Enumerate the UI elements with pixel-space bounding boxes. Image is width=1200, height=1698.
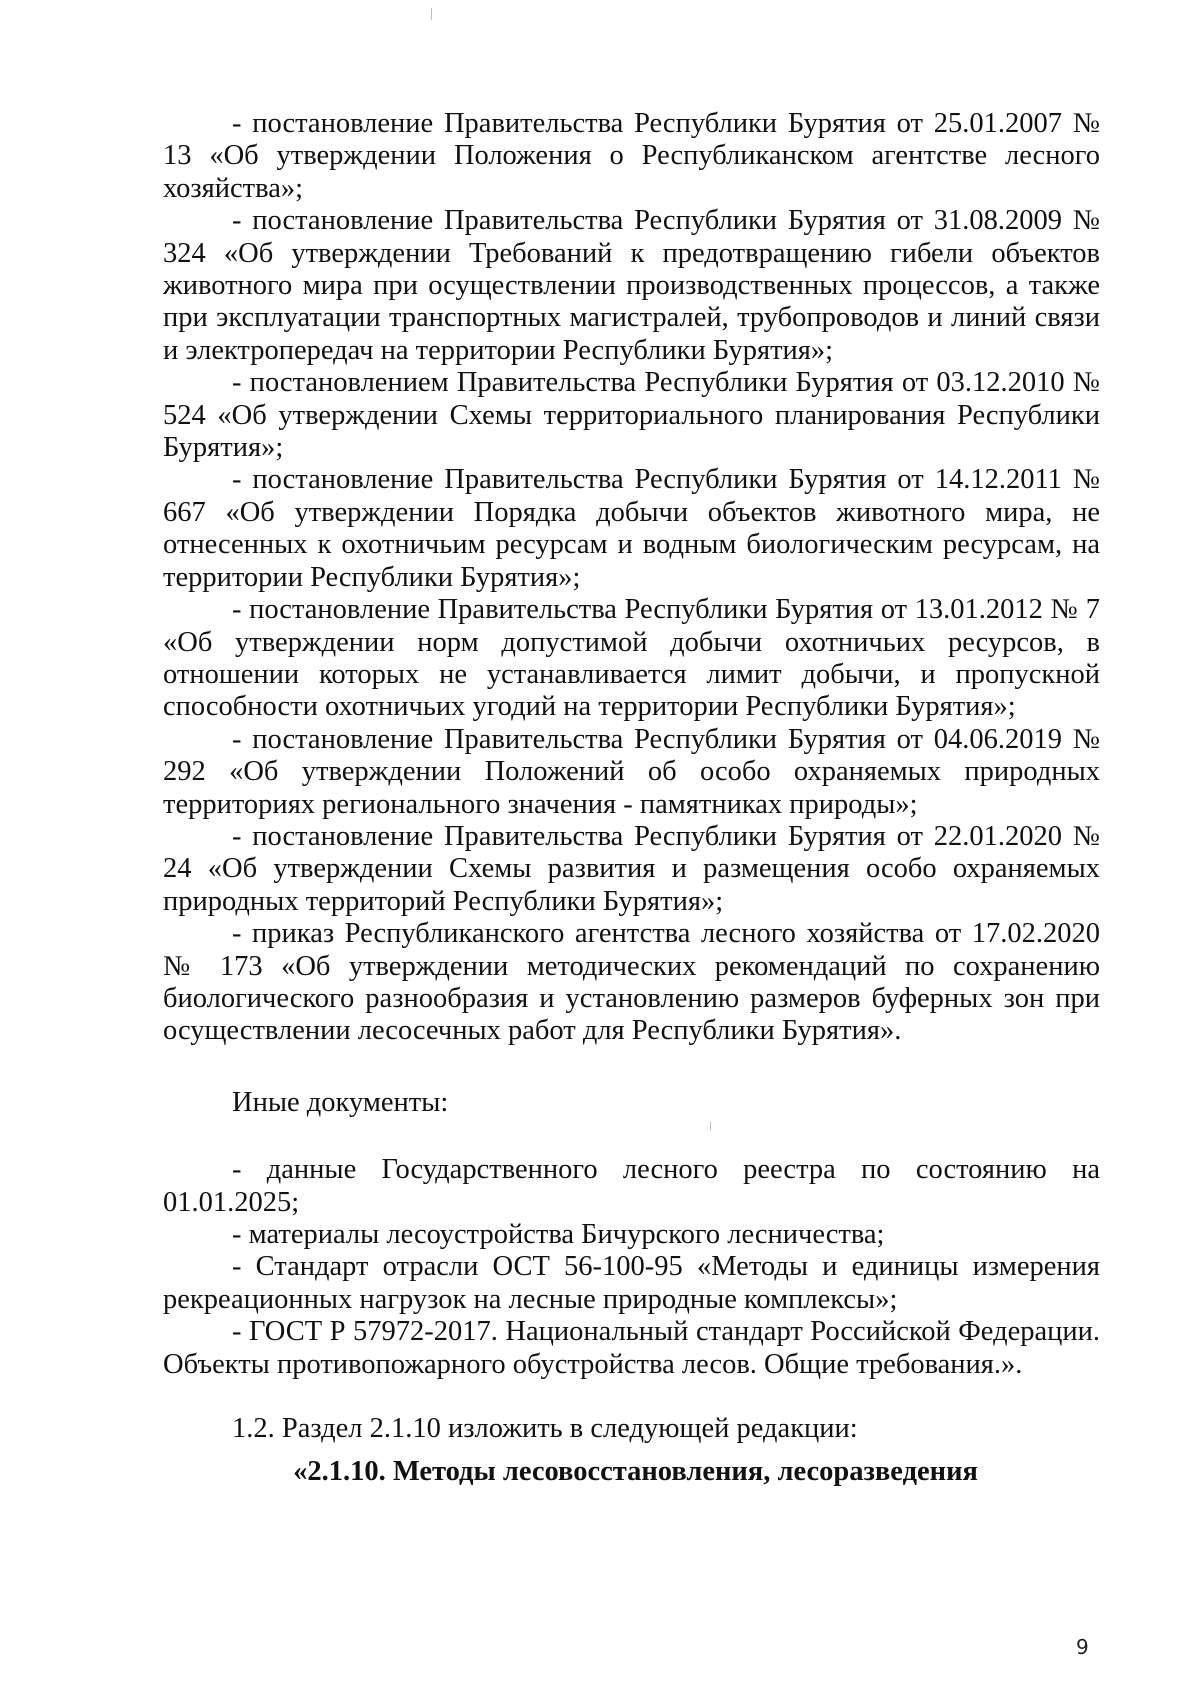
legal-acts-list <box>163 108 1100 1048</box>
legal-act-item: - постановлением Правительства Республики Бурятия от 03.12.2010 № 524 «Об утверждении Схемы территориального планирования Республики Бурятия»; <box>163 367 1100 464</box>
legal-act-item: - постановление Правительства Республики Бурятия от 04.06.2019 № 292 «Об утверждении Положений об особо охраняемых природных территориях регионального значения - памятниках природы»; <box>163 723 1100 820</box>
legal-act-item: - приказ Республиканского агентства лесного хозяйства от 17.02.2020 № 173 «Об утверждении методических рекомендаций по сохранению биологического разнообразия и установлению размеров буферных зон при осуществлении лесосечных работ для Республики Бурятия». <box>163 918 1100 1047</box>
legal-act-item: - постановление Правительства Республики Бурятия от 14.12.2011 № 667 «Об утверждении Порядка добычи объектов животного мира, не отнесенных к охотничьим ресурсам и водным биологическим ресурсам, на территории Республики Бурятия»; <box>163 464 1100 593</box>
new-section-title: «2.1.10. Методы лесовосстановления, лесоразведения <box>293 1456 978 1488</box>
other-documents-heading: Иные документы: <box>232 1086 449 1118</box>
section-spacer <box>163 1381 1100 1413</box>
other-document-item: - данные Государственного лесного реестра по состоянию на 01.01.2025; <box>163 1154 1100 1218</box>
amendment-line: 1.2. Раздел 2.1.10 изложить в следующей редакции: <box>232 1413 858 1445</box>
other-document-item: - ГОСТ Р 57972-2017. Национальный стандарт Российской Федерации. Объекты противопожарного обустройства лесов. Общие требования.». <box>163 1316 1100 1380</box>
document-body <box>163 108 1100 1489</box>
other-document-item: - материалы лесоустройства Бичурского лесничества; <box>232 1219 885 1250</box>
legal-act-item: - постановление Правительства Республики Бурятия от 22.01.2020 № 24 «Об утверждении Схемы развития и размещения особо охраняемых природных территорий Республики Бурятия»; <box>163 820 1100 917</box>
other-documents-list <box>163 1154 1100 1381</box>
page-number: 9 <box>1076 1635 1089 1659</box>
scan-mark-top <box>431 8 432 20</box>
legal-act-item: - постановление Правительства Республики Бурятия от 25.01.2007 № 13 «Об утверждении Положения о Республиканском агентстве лесного хозяйства»; <box>163 108 1100 204</box>
other-document-item: - Стандарт отрасли ОСТ 56-100-95 «Методы и единицы измерения рекреационных нагрузок на лесные природные комплексы»; <box>163 1251 1100 1315</box>
legal-act-item: - постановление Правительства Республики Бурятия от 31.08.2009 № 324 «Об утверждении Требований к предотвращению гибели объектов животного мира при осуществлении производственных процессов, а также при эксплуатации транспортных магистралей, трубопроводов и линий связи и электропередач на территории Республики Бурятия»; <box>163 205 1100 366</box>
legal-act-item: - постановление Правительства Республики Бурятия от 13.01.2012 № 7 «Об утверждении норм допустимой добычи охотничьих ресурсов, в отношении которых не устанавливается лимит добычи, и пропускной способности охотничьих угодий на территории Республики Бурятия»; <box>163 594 1100 723</box>
